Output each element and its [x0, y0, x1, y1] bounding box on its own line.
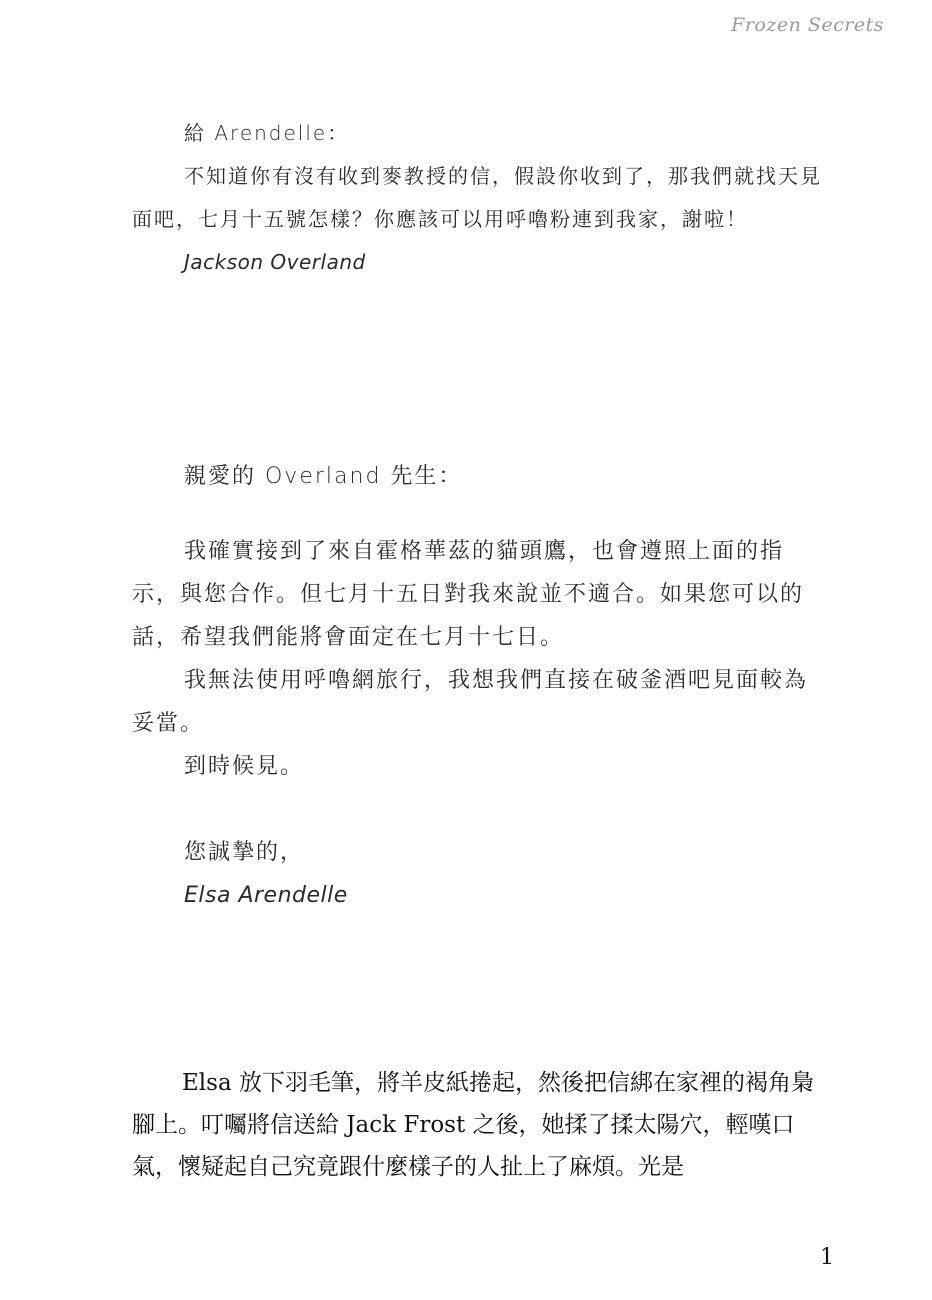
page-number: 1 [820, 1245, 834, 1270]
letter2-paragraph: 到時候見。 [184, 754, 305, 779]
letter-jackson [132, 112, 822, 284]
letter1-signature: Jackson Overland [184, 250, 366, 274]
letter2-paragraph: 我確實接到了來自霍格華茲的貓頭鷹，也會遵照上面的指示，與您合作。但七月十五日對我來說並不適合。如果您可以的話，希望我們能將會面定在七月十七日。 [132, 539, 805, 650]
letter2-signature: Elsa Arendelle [184, 883, 348, 908]
spacer [132, 498, 822, 530]
spacer [132, 788, 822, 831]
letter1-salutation: 給 Arendelle： [184, 121, 350, 145]
letter2-salutation: 親愛的 Overland 先生： [184, 464, 463, 489]
letter-elsa [132, 455, 822, 917]
letter2-paragraph: 我無法使用呼嚕網旅行，我想我們直接在破釜酒吧見面較為妥當。 [132, 668, 809, 736]
running-header: Frozen Secrets [731, 14, 884, 36]
letter1-body: 不知道你有沒有收到麥教授的信，假設你收到了，那我們就找天見面吧，七月十五號怎樣？你應該可以用呼嚕粉連到我家，謝啦！ [132, 164, 822, 231]
narrative-paragraph: Elsa 放下羽毛筆，將羊皮紙捲起，然後把信綁在家裡的褐角梟腳上。叮囑將信送給 Jack Frost 之後，她揉了揉太陽穴，輕嘆口氣，懷疑起自己究竟跟什麼樣子的人扯上了麻煩。光是 [132, 1070, 814, 1180]
letter2-closing: 您誠摯的， [184, 840, 305, 865]
narrative-text [132, 1062, 832, 1188]
